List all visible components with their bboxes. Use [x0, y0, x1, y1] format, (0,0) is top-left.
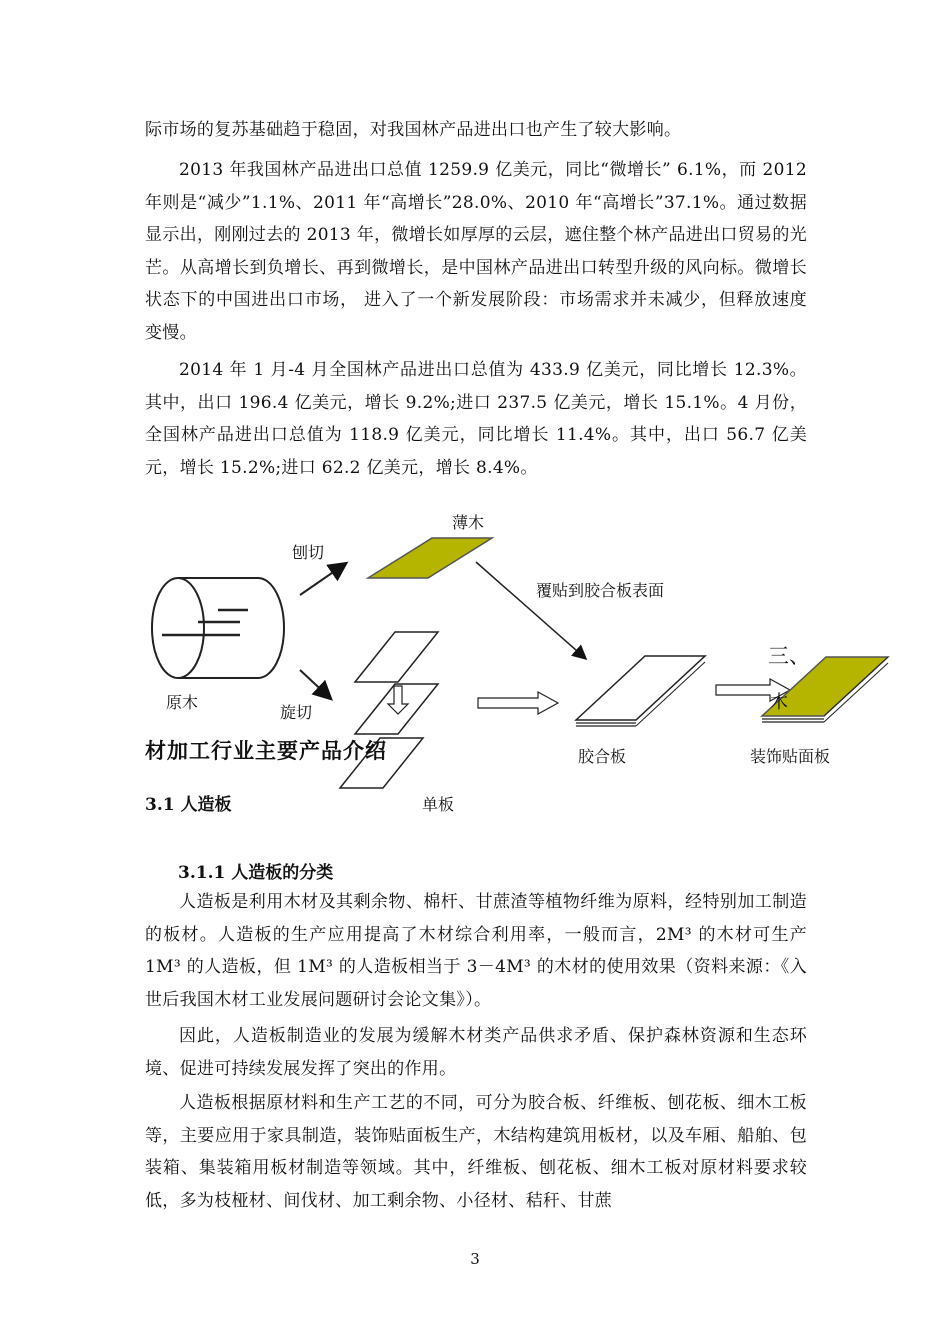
- to-plywood-arrow: [478, 692, 558, 714]
- veneer-sheet-label: 单板: [422, 795, 455, 814]
- paragraph-2: 2013 年我国林产品进出口总值 1259.9 亿美元，同比“微增长” 6.1%，而 2012 年则是“减少”1.1%、2011 年“高增长”28.0%、2010 年“高增长”37.1%。通过数据显示出，刚刚过去的 2013 年，微增长如厚厚的云层，遮住整个林产品进出口贸易的光芒。从高增长到负增长、再到微增长，是中国林产品进出口转型升级的风向标。微增长状态下的中国进出口市场， 进入了一个新发展阶段：市场需求并未减少，但释放速度变慢。: [145, 160, 807, 343]
- subsection-3-1: 3.1 人造板: [145, 795, 232, 815]
- rotary-arrow: [300, 670, 330, 698]
- page-number: 3: [470, 1250, 480, 1268]
- log-label: 原木: [166, 693, 199, 712]
- paragraph-1: 际市场的复苏基础趋于稳固，对我国林产品进出口也产生了较大影响。: [145, 120, 682, 140]
- plywood-board: [576, 656, 705, 726]
- plywood-label: 胶合板: [578, 747, 627, 766]
- thin-veneer: [368, 538, 492, 578]
- planing-arrow: [300, 564, 345, 595]
- thin-veneer-label: 薄木: [452, 513, 485, 532]
- veneer-sheet-1: [355, 632, 438, 682]
- planing-label: 刨切: [292, 543, 325, 562]
- paragraph-6: 人造板根据原材料和生产工艺的不同，可分为胶合板、纤维板、刨花板、细木工板等，主要应用于家具制造，装饰贴面板生产，木结构建筑用板材，以及车厢、船舶、包装箱、集装箱用板材制造等领域。其中，纤维板、刨花板、细木工板对原材料要求较低，多为枝桠材、间伐材、加工剩余物、小径材、秸秆、甘蔗: [145, 1093, 807, 1211]
- rotary-label: 旋切: [280, 703, 313, 722]
- section-title: 材加工行业主要产品介绍: [145, 739, 387, 763]
- paragraph-3: 2014 年 1 月-4 月全国林产品进出口总值为 433.9 亿美元，同比增长 12.3%。其中，出口 196.4 亿美元，增长 9.2%;进口 237.5 亿美元，增长 15.1%。4 月份，全国林产品进出口总值为 118.9 亿美元，同比增长 11.4%。其中，出口 56.7 亿美元，增长 15.2%;进口 62.2 亿美元，增长 8.4%。: [145, 360, 807, 478]
- section-number-continued: 木: [770, 692, 788, 713]
- paragraph-4: 人造板是利用木材及其剩余物、棉杆、甘蔗渣等植物纤维为原料，经特别加工制造的板材。人造板的生产应用提高了木材综合利用率，一般而言，2M³ 的木材可生产 1M³ 的人造板，但 1M³ 的人造板相当于 3－4M³ 的木材的使用效果（资料来源：《入世后我国木材工业发展问题研讨会论文集》）。: [145, 892, 807, 1010]
- overlay-arrow: [476, 562, 585, 658]
- subsection-3-1-1: 3.1.1 人造板的分类: [178, 863, 334, 883]
- overlay-label: 覆贴到胶合板表面: [536, 581, 665, 600]
- decor-panel-label: 装饰贴面板: [750, 747, 831, 766]
- log-cylinder: [152, 578, 284, 678]
- section-number: 三、: [768, 644, 810, 668]
- paragraph-5: 因此，人造板制造业的发展为缓解木材类产品供求矛盾、保护森林资源和生态环境、促进可持续发展发挥了突出的作用。: [145, 1026, 807, 1079]
